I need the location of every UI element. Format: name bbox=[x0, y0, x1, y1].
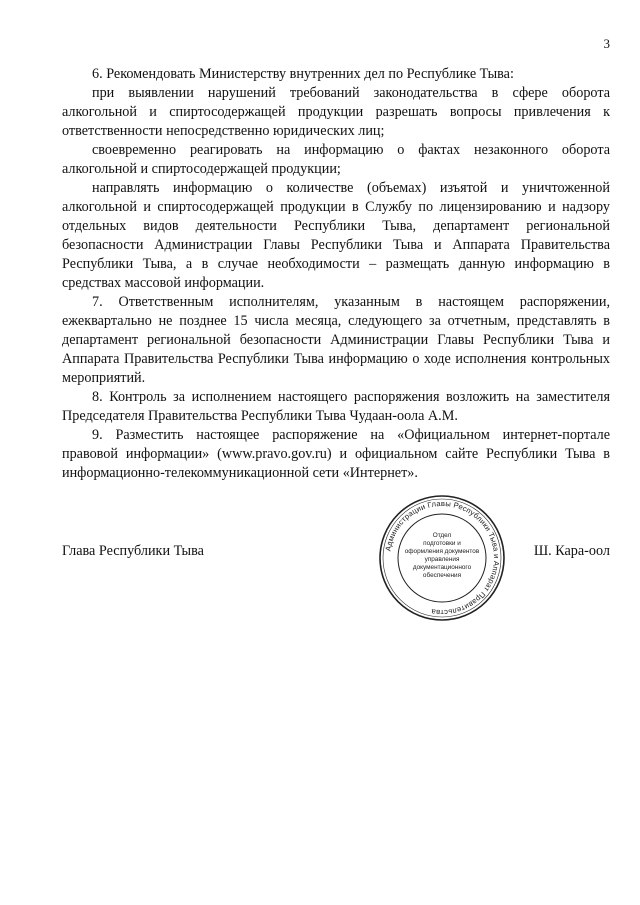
svg-text:Отдел: Отдел bbox=[432, 532, 452, 539]
signatory-name: Ш. Кара-оол bbox=[533, 543, 610, 559]
svg-text:подготовки и: подготовки и bbox=[423, 540, 461, 547]
paragraph-8: 8. Контроль за исполнением настоящего распоряжения возложить на заместителя Председателя Правительства Республики Тыва Чудаан-оола А.М. bbox=[62, 389, 610, 424]
signatory-position: Глава Республики Тыва bbox=[62, 543, 204, 559]
paragraph-9: 9. Разместить настоящее распоряжение на «Официальном интернет-портале правовой информации» (www.pravo.gov.ru) и официальном сайте Республики Тыва в информационно-телекоммуникационной сети «Интернет». bbox=[62, 427, 610, 481]
paragraph-6-item-1: при выявлении нарушений требований законодательства в сфере оборота алкогольной и спиртосодержащей продукции разрешать вопросы привлечения к ответственности непосредственно юридических лиц; bbox=[62, 85, 610, 139]
paragraph-7: 7. Ответственным исполнителям, указанным в настоящем распоряжении, ежеквартально не позднее 15 числа месяца, следующего за отчетным, представлять в департамент региональной безопасности Администрации Главы Республики Тыва и Аппарата Правительства Республики Тыва информацию о ходе исполнения контрольных мероприятий. bbox=[62, 294, 610, 386]
official-seal bbox=[378, 494, 506, 622]
page-number: 3 bbox=[603, 36, 610, 51]
svg-text:документационного: документационного bbox=[412, 564, 472, 571]
paragraph-6-item-3: направлять информацию о количестве (объемах) изъятой и уничтоженной алкогольной и спиртосодержащей продукции в Службу по лицензированию и надзору отдельных видов деятельности Республики Тыва, департамент региональной безопасности Администрации Главы Республики Тыва и Аппарата Правительства Республики Тыва, а в случае необходимости – размещать данную информацию в средствах массовой информации. bbox=[62, 180, 610, 291]
seal-center-text bbox=[405, 532, 480, 579]
svg-text:оформления документов: оформления документов bbox=[404, 548, 480, 555]
seal-ring-text: Администрации Главы Республики Тыва и Аппарат Правительства bbox=[383, 498, 502, 618]
svg-text:обеспечения: обеспечения bbox=[422, 572, 462, 579]
paragraph-6: 6. Рекомендовать Министерству внутренних дел по Республике Тыва: bbox=[92, 66, 514, 82]
svg-text:управления: управления bbox=[424, 556, 460, 563]
paragraph-6-item-2: своевременно реагировать на информацию о фактах незаконного оборота алкогольной и спиртосодержащей продукции; bbox=[62, 142, 610, 177]
document-body bbox=[62, 65, 610, 483]
